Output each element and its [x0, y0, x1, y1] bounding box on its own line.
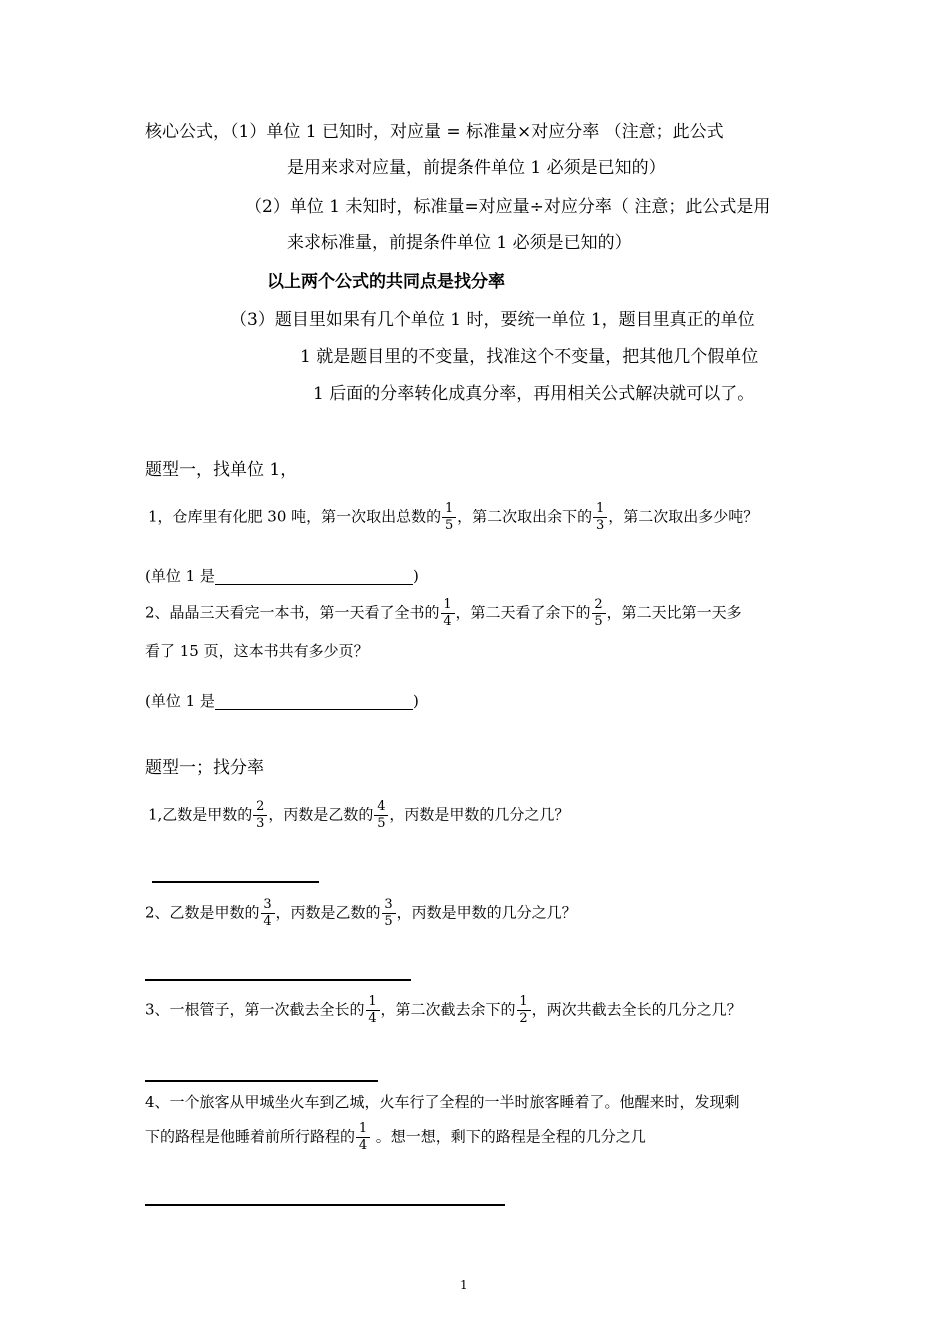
question-text: ，丙数是甲数的几分之几？ [389, 805, 570, 824]
fraction: $\frac{1}{4}$ [357, 1122, 369, 1153]
question-text: ，第二次取出多少吨？ [608, 507, 759, 526]
question-text: ，第二天比第一天多 [606, 603, 742, 622]
answer-rule[interactable] [152, 881, 319, 883]
question-1-2 [145, 598, 742, 629]
formula-1-line-2: 是用来求对应量，前提条件单位 1 必须是已知的） [287, 158, 666, 178]
formula-2-line-1: （2）单位 1 未知时，标准量=对应量÷对应分率（ 注意；此公式是用 [245, 197, 771, 217]
fraction: $\frac{3}{5}$ [383, 898, 395, 929]
question-text: ，丙数是乙数的 [268, 805, 374, 824]
question-text: 2、晶晶三天看完一本书，第一天看了全书的 [145, 603, 440, 622]
fraction: $\frac{1}{2}$ [518, 995, 530, 1026]
question-text: ，第二次截去余下的 [380, 1000, 516, 1019]
fraction: $\frac{1}{3}$ [594, 502, 606, 533]
question-text: 1，仓库里有化肥 30 吨，第一次取出总数的 [148, 507, 442, 526]
question-text: 下的路程是他睡着前所行路程的 [145, 1127, 356, 1146]
section-1-heading: 题型一，找单位 1， [145, 460, 298, 480]
formula-2-line-2: 来求标准量，前提条件单位 1 必须是已知的） [287, 233, 632, 253]
fraction: $\frac{1}{4}$ [367, 995, 379, 1026]
section-2-heading: 题型一；找分率 [145, 758, 264, 778]
question-2-4-line-1: 4、一个旅客从甲城坐火车到乙城，火车行了全程的一半时旅客睡着了。他醒来时，发现剩 [145, 1093, 740, 1111]
answer-rule[interactable] [145, 1080, 378, 1082]
question-2-4-line-2 [145, 1122, 646, 1153]
formula-3-line-1: （3）题目里如果有几个单位 1 时，要统一单位 1，题目里真正的单位 [230, 310, 755, 330]
fraction: $\frac{4}{5}$ [375, 800, 387, 831]
answer-suffix: ) [412, 567, 419, 585]
answer-blank[interactable] [215, 693, 413, 710]
fraction: $\frac{2}{3}$ [254, 800, 266, 831]
question-text: 3、一根管子，第一次截去全长的 [145, 1000, 365, 1019]
fraction: $\frac{1}{5}$ [443, 502, 455, 533]
fraction: $\frac{3}{4}$ [262, 898, 274, 929]
answer-line-1 [145, 567, 419, 585]
page-number: 1 [460, 1278, 468, 1292]
answer-rule[interactable] [145, 979, 411, 981]
question-text: ，丙数是甲数的几分之几？ [396, 903, 577, 922]
fraction: $\frac{1}{4}$ [442, 598, 454, 629]
answer-suffix: ) [412, 692, 419, 710]
formula-3-line-2: 1 就是题目里的不变量，找准这个不变量，把其他几个假单位 [300, 347, 759, 367]
question-text: ，第二次取出余下的 [457, 507, 593, 526]
question-1-1 [148, 502, 758, 533]
answer-line-2 [145, 692, 419, 710]
question-text: ，第二天看了余下的 [455, 603, 591, 622]
question-2-1 [148, 800, 569, 831]
question-2-2 [145, 898, 577, 929]
question-text: 。想一想，剩下的路程是全程的几分之几 [371, 1127, 646, 1146]
question-text: ，两次共截去全长的几分之几？ [531, 1000, 742, 1019]
answer-rule[interactable] [145, 1204, 505, 1206]
question-text: 2、乙数是甲数的 [145, 903, 260, 922]
answer-blank[interactable] [215, 568, 413, 585]
question-text: ，丙数是乙数的 [275, 903, 381, 922]
common-point-note: 以上两个公式的共同点是找分率 [267, 272, 505, 292]
question-text: 1,乙数是甲数的 [148, 805, 253, 824]
formula-3-line-3: 1 后面的分率转化成真分率，再用相关公式解决就可以了。 [313, 384, 755, 404]
answer-prefix: (单位 1 是 [145, 567, 215, 585]
question-1-2-line-2: 看了 15 页，这本书共有多少页？ [145, 642, 369, 660]
question-2-3 [145, 995, 742, 1026]
answer-prefix: (单位 1 是 [145, 692, 215, 710]
fraction: $\frac{2}{5}$ [593, 598, 605, 629]
formula-1-line-1: 核心公式，（1）单位 1 已知时，对应量 = 标准量×对应分率 （注意；此公式 [145, 122, 724, 142]
